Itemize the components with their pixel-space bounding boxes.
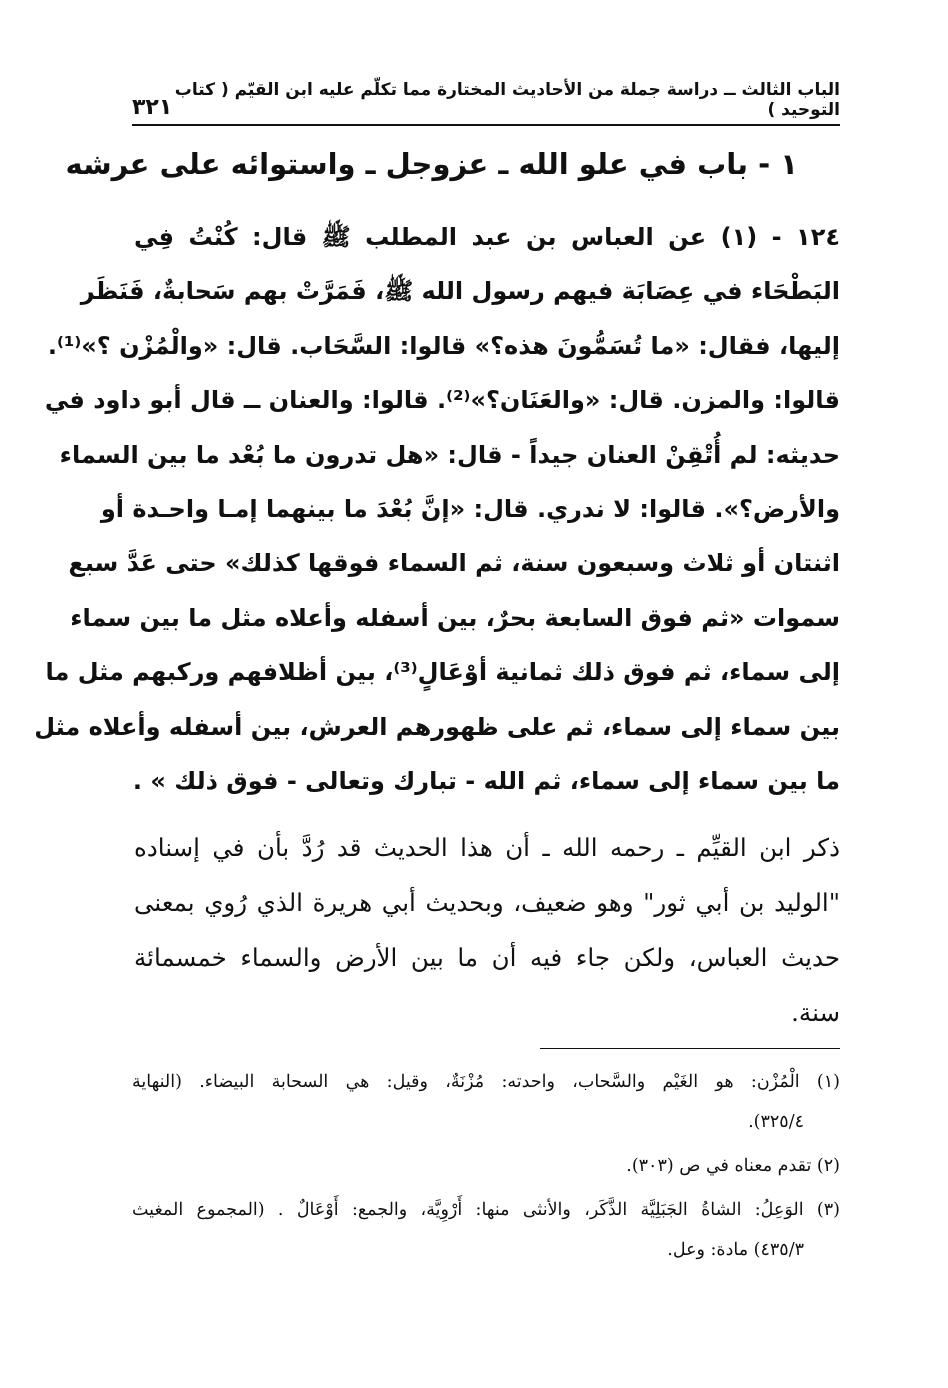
footnote-line: ٤٣٥/٣) مادة: وعل. — [667, 1240, 804, 1260]
footnote-line: (١) الْمُزْن: هو الغَيْم والسَّحاب، واحدته: مُزْنَةٌ، وقيل: هي السحابة البيضاء. (النهاية — [132, 1072, 840, 1092]
hadith-line: حديثه: لم أُتْقِنْ العنان جيداً - قال: «هل تدرون ما بُعْد ما بين السماء — [59, 440, 840, 469]
footnote-line: ٣٢٥/٤). — [748, 1112, 804, 1132]
running-head-title: الباب الثالث ــ دراسة جملة من الأحاديث المختارة مما تكلّم عليه ابن القيّم ( كتاب التوحيد ) — [174, 80, 840, 120]
hadith-line: البَطْحَاء في عِصَابَة فيهم رسول الله ﷺ، فَمَرَّتْ بهم سَحابةٌ، فَنَظَر — [80, 277, 840, 306]
commentary-line: سنة. — [791, 998, 840, 1027]
footnote-divider — [540, 1048, 840, 1049]
hadith-line: ما بين سماء إلى سماء، ثم الله - تبارك وتعالى - فوق ذلك » . — [132, 766, 840, 795]
footnote — [132, 1190, 840, 1270]
chapter-title: ١ - باب في علو الله ـ عزوجل ـ واستوائه على عرشه — [65, 147, 798, 181]
page-number: ٣٢١ — [132, 95, 173, 120]
commentary-line: "الوليد بن أبي ثور" وهو ضعيف، وبحديث أبي هريرة الذي رُوي بمعنى — [134, 888, 840, 917]
hadith-line: بين سماء إلى سماء، ثم على ظهورهم العرش، بين أسفله وأعلاه مثل — [34, 712, 840, 741]
hadith-line: قالوا: والمزن. قال: «والعَنَان؟»⁽²⁾. قالوا: والعنان ــ قال أبو داود في — [44, 386, 840, 415]
hadith-line: سموات «ثم فوق السابعة بحرٌ، بين أسفله وأعلاه مثل ما بين سماء — [70, 603, 840, 632]
hadith-line: ١٢٤ - (١) عن العباس بن عبد المطلب ﷺ قال: كُنْتُ فِي — [134, 223, 840, 251]
running-head — [132, 80, 840, 126]
footnote — [132, 1146, 840, 1186]
commentary-line: ذكر ابن القيِّم ـ رحمه الله ـ أن هذا الحديث قد رُدَّ بأن في إسناده — [134, 833, 840, 862]
commentary-paragraph — [134, 820, 840, 1040]
commentary-line: حديث العباس، ولكن جاء فيه أن ما بين الأرض والسماء خمسمائة — [134, 943, 840, 972]
hadith-line: والأرض؟». قالوا: لا ندري. قال: «إنَّ بُعْدَ ما بينهما إمـا واحـدة أو — [100, 494, 840, 523]
hadith-line: اثنتان أو ثلاث وسبعون سنة، ثم السماء فوقها كذلك» حتى عَدَّ سبع — [68, 549, 840, 578]
hadith-text — [34, 210, 840, 808]
hadith-line: إليها، فقال: «ما تُسَمُّونَ هذه؟» قالوا: السَّحَاب. قال: «والْمُزْن ؟»⁽¹⁾. — [47, 331, 840, 360]
footnote — [132, 1062, 840, 1142]
footnotes — [132, 1062, 840, 1270]
footnote-line: (٢) تقدم معناه في ص (٣٠٣). — [626, 1156, 840, 1176]
hadith-line: إلى سماء، ثم فوق ذلك ثمانية أوْعَالٍ⁽³⁾، بين أظلافهم وركبهم مثل ما — [45, 658, 840, 687]
footnote-line: (٣) الوَعِلُ: الشاةُ الجَبَلِيَّة الذَّكَر، والأنثى منها: أَرْوِيَّة، والجمع: أَوْعَالٌ . (المجموع المغيث — [132, 1200, 840, 1220]
